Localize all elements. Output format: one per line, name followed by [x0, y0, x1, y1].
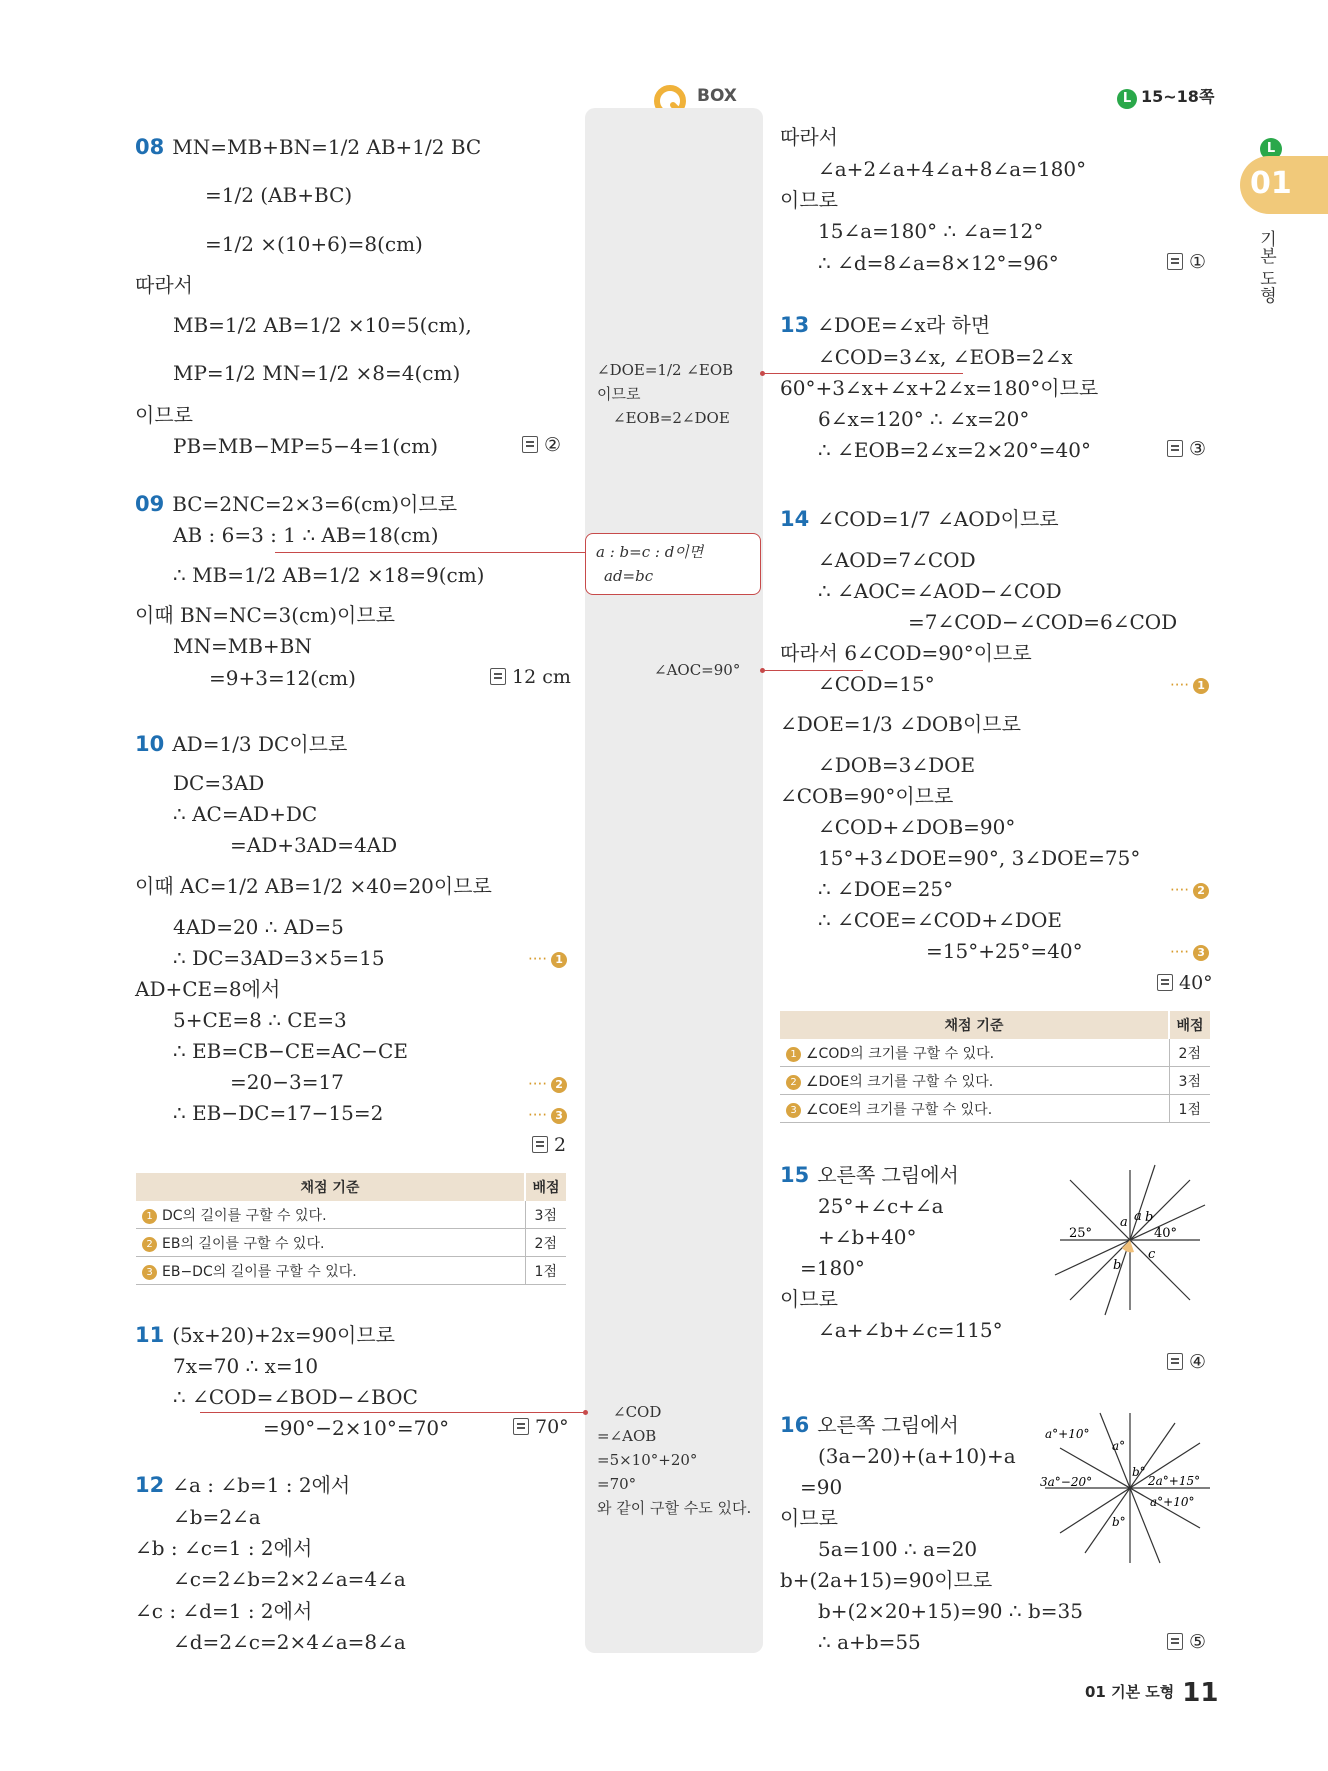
equation-line: 5a=100 ∴ a=20 — [818, 1537, 978, 1561]
equation-line: ∴ ∠d=8∠a=8×12°=96° — [818, 251, 1059, 275]
criteria-text: DC의 길이를 구할 수 있다. — [162, 1207, 327, 1224]
answer-value: ⑤ — [1189, 1631, 1207, 1653]
problem-number: 13 — [780, 313, 810, 337]
text-line: 오른쪽 그림에서 — [817, 1413, 959, 1437]
note-line: =70° — [597, 1475, 637, 1493]
table-row — [136, 1229, 566, 1257]
note-line: a : b=c : d이면 — [596, 543, 704, 561]
answer-icon — [1167, 440, 1183, 457]
note-line: ∠DOE=1/2 ∠EOB — [597, 361, 734, 379]
criteria-text: EB−DC의 길이를 구할 수 있다. — [162, 1263, 357, 1280]
equation-line: BC=2NC=2×3=6(cm)이므로 — [172, 492, 458, 516]
equation-line: b+(2a+15)=90이므로 — [780, 1568, 993, 1592]
box-note-1 — [597, 358, 733, 430]
equation-line: ∴ MB=1/2 AB=1/2 ×18=9(cm) — [173, 563, 485, 587]
equation-line: +∠b+40° — [818, 1225, 917, 1249]
equation-line: AB : 6=3 : 1 ∴ AB=18(cm) — [173, 523, 439, 547]
answer — [513, 1416, 569, 1438]
fig-label-left: 3a°−20° — [1040, 1475, 1093, 1489]
answer — [1157, 972, 1213, 994]
equation-line: ∠d=2∠c=2×4∠a=8∠a — [173, 1630, 406, 1654]
answer-icon — [532, 1136, 548, 1153]
text-line: 이므로 — [780, 188, 838, 212]
equation-line: ∠c=2∠b=2×2∠a=4∠a — [173, 1567, 406, 1591]
equation-line: =9+3=12(cm) — [209, 666, 356, 690]
note-line: 와 같이 구할 수도 있다. — [597, 1499, 752, 1517]
box-note-2 — [585, 533, 761, 595]
note-line: =5×10°+20° — [597, 1451, 698, 1469]
step-marker: ···· 3 — [528, 1106, 567, 1124]
equation-line: =15°+25°=40° — [926, 939, 1083, 963]
fig-label-left: 25° — [1069, 1226, 1093, 1241]
answer — [1167, 1631, 1206, 1653]
equation-line: =90°−2×10°=70° — [263, 1416, 450, 1440]
level-badge-icon: L — [1117, 89, 1137, 109]
fig-label-c: a — [1120, 1215, 1128, 1230]
equation-line: =90 — [800, 1475, 843, 1499]
equation-line: (5x+20)+2x=90이므로 — [172, 1323, 395, 1347]
problem-number: 16 — [780, 1413, 810, 1437]
text-line: 오른쪽 그림에서 — [817, 1163, 959, 1187]
equation-line: ∠AOD=7∠COD — [818, 548, 976, 572]
answer-value: 70° — [535, 1416, 569, 1438]
footer — [1085, 1678, 1218, 1708]
text-line: 이므로 — [780, 1506, 838, 1530]
answer-icon — [1167, 1353, 1183, 1370]
equation-line: 7x=70 ∴ x=10 — [173, 1354, 319, 1378]
answer-icon — [522, 436, 538, 453]
answer-value: ③ — [1189, 438, 1207, 460]
equation-line: =AD+3AD=4AD — [230, 833, 398, 857]
equation-line: 따라서 6∠COD=90°이므로 — [780, 641, 1032, 665]
problem-number: 15 — [780, 1163, 810, 1187]
side-tab-badge: L — [1260, 138, 1282, 160]
leader-line — [763, 670, 863, 671]
criteria-text: ∠DOE의 크기를 구할 수 있다. — [806, 1073, 994, 1090]
equation-line: =1/2 ×(10+6)=8(cm) — [205, 232, 423, 256]
table-row — [780, 1039, 1210, 1067]
equation-line: MB=1/2 AB=1/2 ×10=5(cm), — [173, 313, 472, 337]
equation-line: ∴ ∠COD=∠BOD−∠BOC — [173, 1385, 418, 1409]
criteria-header: 채점 기준 — [136, 1173, 525, 1201]
scoring-table — [780, 1011, 1210, 1123]
equation-line: b+(2×20+15)=90 ∴ b=35 — [818, 1599, 1083, 1623]
step-circle: 1 — [786, 1047, 801, 1062]
criteria-header: 채점 기준 — [780, 1011, 1169, 1039]
points-cell: 1점 — [525, 1257, 566, 1285]
answer-icon — [1157, 974, 1173, 991]
equation-line: (3a−20)+(a+10)+a — [818, 1444, 1016, 1468]
page-range — [1117, 84, 1214, 109]
fig-label-b: b — [1145, 1210, 1154, 1225]
points-cell: 2점 — [525, 1229, 566, 1257]
equation-line: =20−3=17 — [230, 1070, 344, 1094]
equation-line: ∠DOE=∠x라 하면 — [817, 313, 991, 337]
fig-label-b2: b — [1113, 1258, 1122, 1273]
footer-chapter: 01 기본 도형 — [1085, 1683, 1175, 1701]
equation-line: ∠a+2∠a+4∠a+8∠a=180° — [818, 157, 1087, 181]
equation-line: ∠COD+∠DOB=90° — [818, 815, 1016, 839]
equation-line: ∠b : ∠c=1 : 2에서 — [135, 1536, 313, 1560]
equation-line: MN=MB+BN — [173, 634, 312, 658]
step-circle: 3 — [142, 1265, 157, 1280]
points-cell: 3점 — [525, 1201, 566, 1229]
equation-line: ∴ ∠DOE=25° — [818, 877, 954, 901]
text-line: 따라서 — [135, 273, 193, 297]
equation-line: ∠c : ∠d=1 : 2에서 — [135, 1599, 313, 1623]
note-line: ∠COD — [613, 1403, 662, 1421]
points-header: 배점 — [525, 1173, 566, 1201]
equation-line: ∠b=2∠a — [173, 1505, 261, 1529]
problem-number: 11 — [135, 1323, 165, 1347]
note-line: ad=bc — [604, 567, 654, 585]
text-line: 이므로 — [780, 1287, 838, 1311]
equation-line: 이때 BN=NC=3(cm)이므로 — [135, 603, 395, 627]
equation-line: ∠COB=90°이므로 — [780, 784, 954, 808]
text-line: 이므로 — [135, 403, 193, 427]
criteria-text: EB의 길이를 구할 수 있다. — [162, 1235, 325, 1252]
leader-line — [200, 1412, 585, 1413]
angle-figure-16 — [1040, 1408, 1215, 1568]
criteria-text: ∠COD의 크기를 구할 수 있다. — [806, 1045, 995, 1062]
answer-value: ② — [544, 434, 562, 456]
criteria-text: ∠COE의 크기를 구할 수 있다. — [806, 1101, 993, 1118]
leader-line — [763, 373, 963, 374]
fig-label-right2: a°+10° — [1150, 1495, 1195, 1509]
fig-label-c2: c — [1148, 1247, 1156, 1262]
points-cell: 1점 — [1169, 1095, 1210, 1123]
equation-line: ∴ EB=CB−CE=AC−CE — [173, 1039, 408, 1063]
note-line: =∠AOB — [597, 1427, 657, 1445]
step-marker: ···· 3 — [1170, 943, 1209, 961]
note-line: 이므로 — [597, 385, 641, 403]
scoring-table — [136, 1173, 566, 1285]
answer-value: ④ — [1189, 1351, 1207, 1373]
equation-line: ∴ ∠EOB=2∠x=2×20°=40° — [818, 438, 1091, 462]
fig-label-b2: b° — [1112, 1515, 1126, 1529]
table-row — [136, 1201, 566, 1229]
problem-number: 10 — [135, 732, 165, 756]
page-number: 11 — [1182, 1678, 1219, 1708]
points-header: 배점 — [1169, 1011, 1210, 1039]
step-marker: ···· 1 — [1170, 676, 1209, 694]
table-row — [136, 1257, 566, 1285]
box-label: BOX — [697, 86, 737, 106]
problem-number: 09 — [135, 492, 165, 516]
equation-line: =1/2 (AB+BC) — [205, 183, 353, 207]
equation-line: =7∠COD−∠COD=6∠COD — [908, 610, 1178, 634]
step-marker: ···· 1 — [528, 950, 567, 968]
equation-line: AD+CE=8에서 — [135, 977, 281, 1001]
side-tab[interactable] — [1240, 156, 1328, 214]
fig-label-right: 40° — [1154, 1226, 1178, 1241]
equation-line: ∠DOB=3∠DOE — [818, 753, 976, 777]
fig-label-a: a° — [1112, 1439, 1126, 1453]
equation-line: PB=MB−MP=5−4=1(cm) — [173, 434, 438, 458]
equation-line: 4AD=20 ∴ AD=5 — [173, 915, 344, 939]
step-circle: 2 — [142, 1237, 157, 1252]
fig-label-a: a — [1134, 1209, 1142, 1224]
problem-number: 08 — [135, 135, 165, 159]
equation-line: ∠a : ∠b=1 : 2에서 — [172, 1473, 351, 1497]
answer-icon — [1167, 1633, 1183, 1650]
table-row — [780, 1067, 1210, 1095]
equation-line: 15∠a=180° ∴ ∠a=12° — [818, 219, 1044, 243]
leader-dot — [760, 371, 765, 376]
leader-line — [275, 552, 585, 553]
note-line: ∠EOB=2∠DOE — [613, 409, 730, 427]
equation-line: =180° — [800, 1256, 865, 1280]
equation-line: ∴ ∠AOC=∠AOD−∠COD — [818, 579, 1062, 603]
answer-value: 40° — [1179, 972, 1213, 994]
side-tab-title: 기본 도형 — [1256, 230, 1276, 304]
answer — [1167, 1351, 1206, 1373]
equation-line: MP=1/2 MN=1/2 ×8=4(cm) — [173, 361, 461, 385]
answer — [522, 434, 561, 456]
equation-line: 25°+∠c+∠a — [818, 1194, 944, 1218]
step-marker: ···· 2 — [528, 1075, 567, 1093]
page-range-text: 15~18쪽 — [1141, 87, 1215, 106]
equation-line: 15°+3∠DOE=90°, 3∠DOE=75° — [818, 846, 1141, 870]
answer-value: 12 cm — [512, 666, 571, 688]
answer-icon — [513, 1418, 529, 1435]
equation-line: AD=1/3 DC이므로 — [172, 732, 348, 756]
step-circle: 2 — [786, 1075, 801, 1090]
equation-line: ∠COD=15° — [818, 672, 935, 696]
leader-dot — [583, 1410, 588, 1415]
equation-line: 5+CE=8 ∴ CE=3 — [173, 1008, 347, 1032]
answer — [1167, 251, 1206, 273]
equation-line: ∴ EB−DC=17−15=2 — [173, 1101, 384, 1125]
answer — [490, 666, 571, 688]
problem-number: 14 — [780, 507, 810, 531]
fig-label-right1: 2a°+15° — [1148, 1474, 1201, 1488]
step-circle: 1 — [142, 1209, 157, 1224]
box-note-3: ∠AOC=90° — [654, 661, 741, 679]
step-circle: 3 — [786, 1103, 801, 1118]
side-tab-number: 01 — [1250, 166, 1292, 201]
answer-value: ① — [1189, 251, 1207, 273]
equation-line: DC=3AD — [173, 771, 265, 795]
leader-dot — [760, 668, 765, 673]
answer-value: 2 — [554, 1134, 567, 1156]
angle-figure-15 — [1050, 1160, 1210, 1320]
answer — [532, 1134, 566, 1156]
step-marker: ···· 2 — [1170, 881, 1209, 899]
equation-line: ∠a+∠b+∠c=115° — [818, 1318, 1003, 1342]
fig-label-b: b° — [1132, 1465, 1146, 1479]
answer-icon — [1167, 253, 1183, 270]
answer-icon — [490, 668, 506, 685]
equation-line: ∠DOE=1/3 ∠DOB이므로 — [780, 712, 1021, 736]
table-row — [780, 1095, 1210, 1123]
problem-number: 12 — [135, 1473, 165, 1497]
equation-line: ∴ DC=3AD=3×5=15 — [173, 946, 385, 970]
points-cell: 2점 — [1169, 1039, 1210, 1067]
equation-line: ∴ a+b=55 — [818, 1630, 921, 1654]
answer — [1167, 438, 1206, 460]
equation-line: 60°+3∠x+∠x+2∠x=180°이므로 — [780, 376, 1099, 400]
equation-line: 6∠x=120° ∴ ∠x=20° — [818, 407, 1030, 431]
equation-line: ∠COD=1/7 ∠AOD이므로 — [817, 507, 1059, 531]
box-note-4 — [597, 1400, 751, 1520]
equation-line: ∴ ∠COE=∠COD+∠DOE — [818, 908, 1062, 932]
points-cell: 3점 — [1169, 1067, 1210, 1095]
equation-line: 이때 AC=1/2 AB=1/2 ×40=20이므로 — [135, 874, 492, 898]
equation-line: ∠COD=3∠x, ∠EOB=2∠x — [818, 345, 1073, 369]
equation-line: ∴ AC=AD+DC — [173, 802, 318, 826]
text-line: 따라서 — [780, 125, 838, 149]
fig-label-top: a°+10° — [1045, 1427, 1090, 1441]
equation-line: MN=MB+BN=1/2 AB+1/2 BC — [172, 135, 482, 159]
